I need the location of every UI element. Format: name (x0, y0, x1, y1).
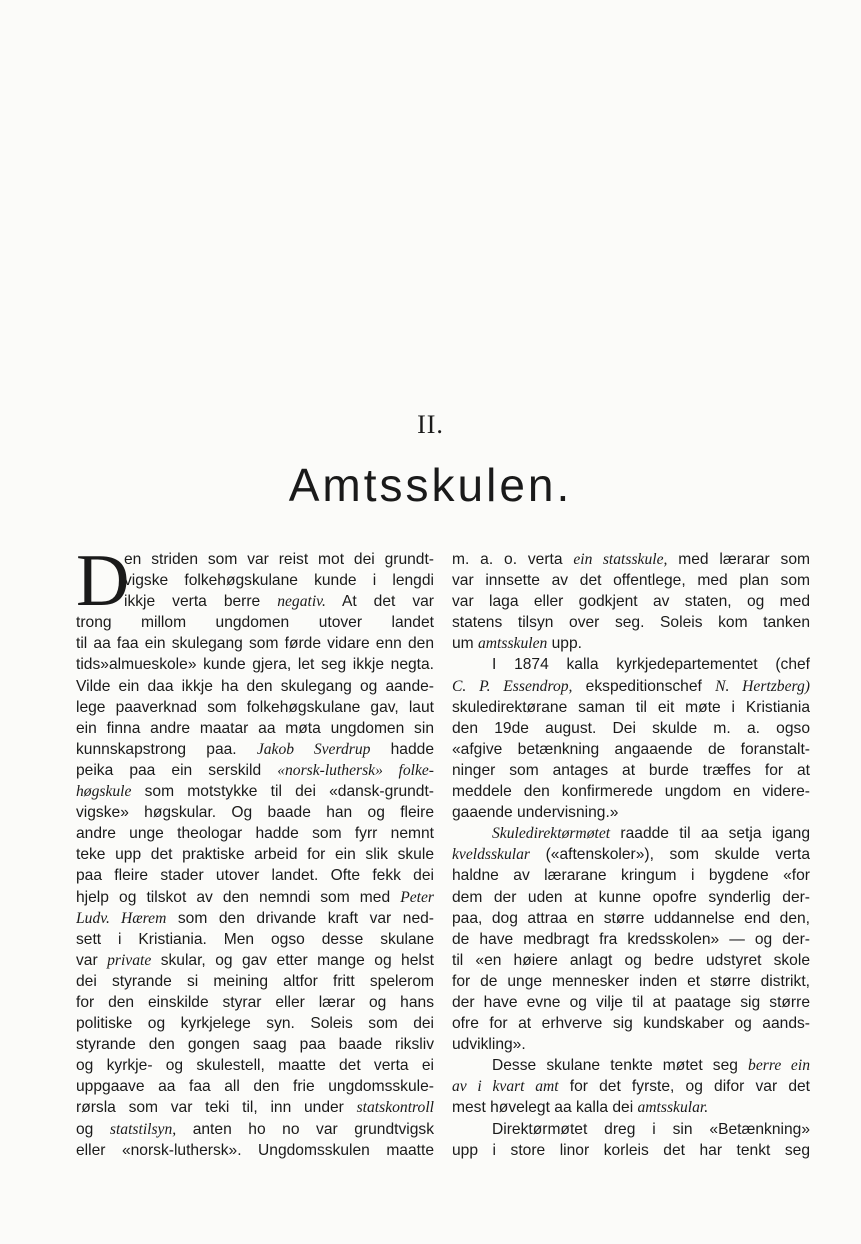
chapter-number: II. (417, 410, 444, 439)
text-line: var private skular, og gav etter mange og helst (76, 951, 434, 969)
text-line: lege paaverknad som folkehøgskulane gav, laut (76, 698, 434, 716)
emphasis-text: private (107, 951, 152, 969)
dropcap-letter: D (76, 540, 130, 622)
text-line: der have evne og vilje til at paatage sig større (452, 993, 810, 1011)
text-line: skuledirektørane saman til eit møte i Kristiania (452, 698, 810, 716)
text-line: trong millom ungdomen utover landet (76, 614, 434, 632)
text-line: kveldsskular («aftenskoler»), som skulde verta (452, 846, 810, 864)
text-line: styrande den gongen saag paa baade riksliv (76, 1036, 434, 1054)
text-line: teke upp det praktiske arbeid for ein slik skule (76, 846, 434, 864)
text-line: Vilde ein daa ikkje ha den skulegang og aande- (76, 677, 434, 695)
text-line: eller «norsk-luthersk». Ungdomsskulen maatte (76, 1141, 434, 1159)
text-line: en striden som var reist mot dei grundt- (124, 551, 434, 568)
emphasis-text: av i kvart amt (452, 1078, 559, 1096)
text-line: tids»almueskole» kunde gjera, let seg ikkje negta. (76, 656, 434, 674)
text-line: de have medbragt fra kredsskolen» — og der- (452, 930, 810, 948)
text-line: upp i store linor korleis det har tenkt seg (452, 1141, 810, 1159)
dropcap-block (76, 540, 434, 1161)
text-line: Skuledirektørmøtet raadde til aa setja igang (492, 825, 810, 843)
text-line: til aa faa ein skulegang som førde vidare enn den (76, 635, 434, 653)
text-line: vigske folkehøgskulane kunde i lengdi (124, 572, 434, 590)
emphasis-text: Ludv. Hærem (76, 909, 167, 927)
text-line: udvikling». (452, 1036, 526, 1054)
text-line: dei styrande si meining altfor fritt spelerom (76, 972, 434, 990)
emphasis-text: C. P. Essendrop, (452, 677, 573, 695)
emphasis-text: amtsskulen (478, 635, 548, 653)
emphasis-text: N. Hertzberg) (715, 677, 810, 695)
text-line: Direktørmøtet dreg i sin «Betænkning» (492, 1120, 810, 1138)
text-line: dem der uden at kunne opofre synderlig der- (452, 888, 810, 906)
left-paragraph (76, 540, 434, 1161)
text-line: rørsla som var teki til, inn under statskontroll (76, 1099, 434, 1117)
text-line: ein finna andre maatar aa møta ungdomen sin (76, 719, 434, 737)
emphasis-text: statskontroll (356, 1099, 434, 1117)
text-line: og kyrkje- og skulestell, maatte det verta ei (76, 1057, 434, 1075)
text-line: «afgive betænkning angaaende de foranstalt- (452, 740, 810, 758)
emphasis-text: «norsk-luthersk» folke- (277, 761, 434, 779)
text-line: Desse skulane tenkte møtet seg berre ein (492, 1057, 810, 1075)
text-line: var innsette av det offentlege, med plan som (452, 572, 810, 590)
text-line: til «en høiere anlagt og bedre udstyret skole (452, 951, 810, 969)
emphasis-text: negativ. (277, 593, 326, 611)
text-line: av i kvart amt for det fyrste, og difor var det (452, 1078, 810, 1096)
text-line: mest høvelegt aa kalla dei amtsskular. (452, 1099, 709, 1117)
text-line: peika paa ein serskild «norsk-luthersk» folke- (76, 761, 434, 779)
text-line: ofre for at erhverve sig kundskaber og aands- (452, 1015, 810, 1033)
text-line: sett i Kristiania. Men ogso desse skulane (76, 930, 434, 948)
text-line: og statstilsyn, anten ho no var grundtvigsk (76, 1120, 434, 1138)
emphasis-text: amtsskular. (637, 1099, 709, 1117)
text-line: høgskule som motstykke til dei «dansk-grundt- (76, 783, 434, 801)
text-line: paa, dog attraa en større uddannelse end den, (452, 909, 810, 927)
chapter-title: Amtsskulen. (288, 459, 573, 511)
text-line: Ludv. Hærem som den drivande kraft var ned- (76, 909, 434, 927)
text-line: haldne av lærarane kringum i bygdene «for (452, 867, 810, 885)
text-line: meddele den konfirmerede ungdom en videre- (452, 783, 810, 801)
text-line: vigske» høgskular. Og baade han og fleire (76, 804, 434, 822)
text-line: uppgaave aa faa all den frie ungdomsskule- (76, 1078, 434, 1096)
text-line: ninger som antages at burde træffes for at (452, 761, 810, 779)
emphasis-text: berre ein (748, 1057, 810, 1075)
text-line: den 19de august. Dei skulde m. a. ogso (452, 719, 810, 737)
text-line: gaaende undervisning.» (452, 804, 619, 822)
right-paragraph (452, 549, 810, 1161)
text-line: um amtsskulen upp. (452, 635, 582, 653)
text-line: politiske og kyrkjelege syn. Soleis som dei (76, 1015, 434, 1033)
emphasis-text: statstilsyn, (109, 1120, 177, 1138)
text-line: I 1874 kalla kyrkjedepartementet (chef (492, 656, 810, 674)
right-text-column (452, 549, 810, 1161)
text-line: kunnskapstrong paa. Jakob Sverdrup hadde (76, 740, 434, 758)
emphasis-text: Peter (400, 888, 434, 906)
emphasis-text: Skuledirektørmøtet (492, 825, 611, 843)
text-line: ikkje verta berre negativ. At det var (124, 593, 434, 611)
emphasis-text: høgskule (76, 783, 132, 801)
text-line: m. a. o. verta ein statsskule, med lærarar som (452, 551, 810, 568)
text-line: for den einskilde styrar eller lærar og hans (76, 993, 434, 1011)
emphasis-text: Jakob Sverdrup (256, 740, 371, 758)
text-line: C. P. Essendrop, ekspeditionschef N. Hertzberg) (452, 677, 810, 695)
text-line: statens tilsyn over seg. Soleis kom tanken (452, 614, 810, 632)
text-line: for de unge mennesker inden et større distrikt, (452, 972, 810, 990)
emphasis-text: kveldsskular (452, 846, 530, 864)
text-line: hjelp og tilskot av den nemndi som med Peter (76, 888, 434, 906)
emphasis-text: ein statsskule, (573, 551, 668, 568)
text-line: paa fleire stader utover landet. Ofte fekk dei (76, 867, 434, 885)
text-line: andre unge theologar hadde som fyrr nemnt (76, 825, 434, 843)
text-line: var laga eller godkjent av staten, og med (452, 593, 810, 611)
left-text-column (76, 540, 434, 1161)
